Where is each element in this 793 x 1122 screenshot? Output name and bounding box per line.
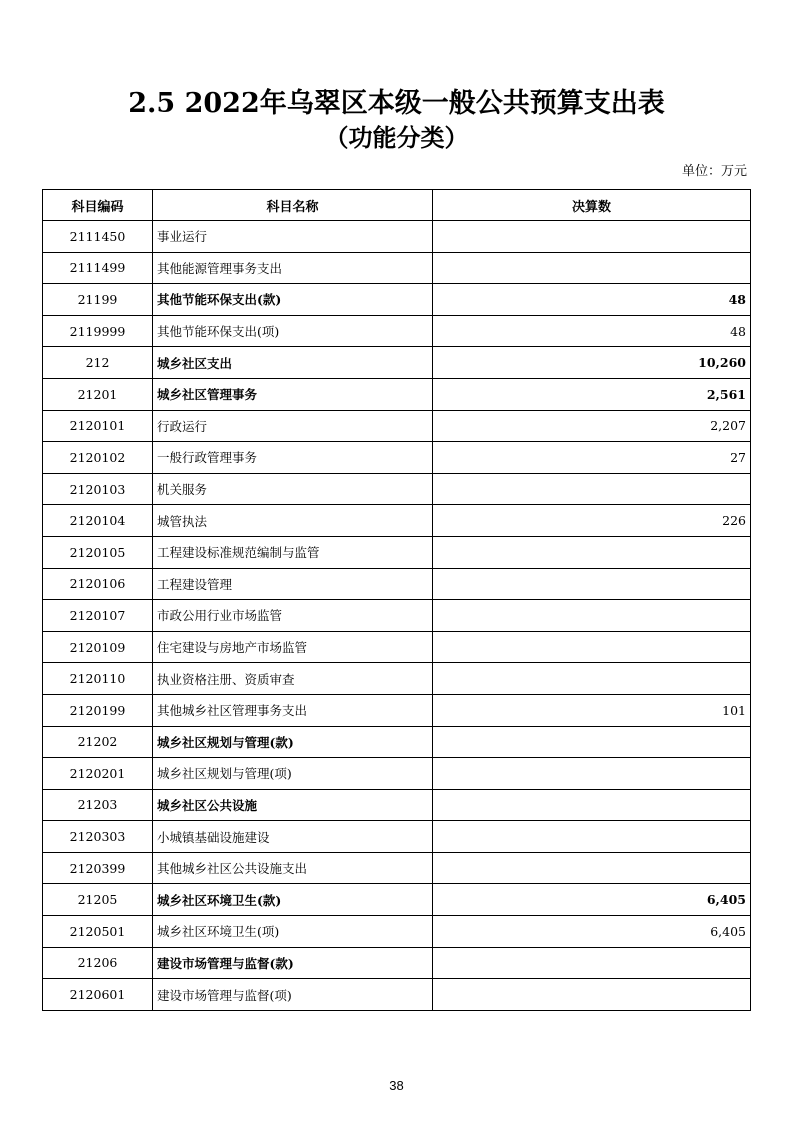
row-amount [433, 600, 751, 632]
row-name: 城乡社区规划与管理(项) [153, 758, 433, 790]
row-name: 建设市场管理与监督(款) [153, 947, 433, 979]
table-row [43, 536, 751, 568]
row-name: 其他节能环保支出(款) [153, 284, 433, 316]
row-name: 其他城乡社区公共设施支出 [153, 852, 433, 884]
unit-label: 单位：万元 [681, 164, 747, 179]
row-name: 其他城乡社区管理事务支出 [153, 694, 433, 726]
table-row [43, 884, 751, 916]
table-row [43, 821, 751, 853]
page-title: 2.5 2022年乌翠区本级一般公共预算支出表 [128, 88, 665, 119]
row-amount [433, 789, 751, 821]
row-name: 城乡社区环境卫生(项) [153, 916, 433, 948]
row-name: 城乡社区支出 [153, 347, 433, 379]
row-amount: 6,405 [433, 916, 751, 948]
table-row [43, 568, 751, 600]
row-name: 执业资格注册、资质审查 [153, 663, 433, 695]
row-amount [433, 568, 751, 600]
row-name: 工程建设管理 [153, 568, 433, 600]
row-name: 城管执法 [153, 505, 433, 537]
row-name: 城乡社区环境卫生(款) [153, 884, 433, 916]
row-code: 2120501 [43, 916, 153, 948]
table-row [43, 979, 751, 1011]
table-row [43, 347, 751, 379]
table-body [43, 221, 751, 1011]
table-row [43, 852, 751, 884]
table-row [43, 694, 751, 726]
row-amount: 2,207 [433, 410, 751, 442]
table-row [43, 789, 751, 821]
row-name: 城乡社区管理事务 [153, 378, 433, 410]
row-code: 2120103 [43, 473, 153, 505]
table-row [43, 284, 751, 316]
row-code: 2111499 [43, 252, 153, 284]
table-row [43, 221, 751, 253]
row-amount: 48 [433, 315, 751, 347]
row-code: 2120106 [43, 568, 153, 600]
row-code: 2120109 [43, 631, 153, 663]
row-code: 21199 [43, 284, 153, 316]
table-row [43, 600, 751, 632]
table-row [43, 947, 751, 979]
row-amount [433, 663, 751, 695]
table-row [43, 252, 751, 284]
table-row [43, 315, 751, 347]
row-amount [433, 758, 751, 790]
header-amount: 决算数 [433, 190, 751, 221]
row-code: 2119999 [43, 315, 153, 347]
row-code: 21206 [43, 947, 153, 979]
row-amount [433, 979, 751, 1011]
table-row [43, 631, 751, 663]
row-amount [433, 821, 751, 853]
row-code: 2111450 [43, 221, 153, 253]
row-amount: 27 [433, 442, 751, 474]
row-code: 21203 [43, 789, 153, 821]
row-name: 行政运行 [153, 410, 433, 442]
row-amount: 101 [433, 694, 751, 726]
row-amount: 2,561 [433, 378, 751, 410]
table-row [43, 916, 751, 948]
row-name: 城乡社区规划与管理(款) [153, 726, 433, 758]
row-amount: 6,405 [433, 884, 751, 916]
row-amount [433, 221, 751, 253]
table-row [43, 442, 751, 474]
table-row [43, 378, 751, 410]
row-code: 2120601 [43, 979, 153, 1011]
row-name: 其他能源管理事务支出 [153, 252, 433, 284]
row-name: 市政公用行业市场监管 [153, 600, 433, 632]
row-code: 21205 [43, 884, 153, 916]
row-amount: 10,260 [433, 347, 751, 379]
row-name: 建设市场管理与监督(项) [153, 979, 433, 1011]
row-amount [433, 473, 751, 505]
table-row [43, 758, 751, 790]
row-code: 2120102 [43, 442, 153, 474]
row-name: 城乡社区公共设施 [153, 789, 433, 821]
row-name: 事业运行 [153, 221, 433, 253]
row-name: 工程建设标准规范编制与监管 [153, 536, 433, 568]
row-code: 21202 [43, 726, 153, 758]
row-name: 其他节能环保支出(项) [153, 315, 433, 347]
table-row [43, 726, 751, 758]
row-amount [433, 252, 751, 284]
row-name: 小城镇基础设施建设 [153, 821, 433, 853]
table-row [43, 410, 751, 442]
row-code: 2120104 [43, 505, 153, 537]
row-amount [433, 536, 751, 568]
table-row [43, 473, 751, 505]
page-subtitle: （功能分类） [324, 123, 469, 152]
page-number: 38 [389, 1078, 404, 1093]
row-amount [433, 631, 751, 663]
row-code: 2120105 [43, 536, 153, 568]
table-header-row [43, 190, 751, 221]
row-amount: 226 [433, 505, 751, 537]
row-amount [433, 947, 751, 979]
table-row [43, 505, 751, 537]
header-name: 科目名称 [153, 190, 433, 221]
row-code: 2120101 [43, 410, 153, 442]
row-amount [433, 726, 751, 758]
row-name: 住宅建设与房地产市场监管 [153, 631, 433, 663]
row-name: 机关服务 [153, 473, 433, 505]
row-code: 2120303 [43, 821, 153, 853]
row-code: 2120199 [43, 694, 153, 726]
row-amount: 48 [433, 284, 751, 316]
row-code: 212 [43, 347, 153, 379]
header-code: 科目编码 [43, 190, 153, 221]
table-row [43, 663, 751, 695]
budget-table [42, 189, 751, 1011]
row-code: 2120201 [43, 758, 153, 790]
row-name: 一般行政管理事务 [153, 442, 433, 474]
row-code: 21201 [43, 378, 153, 410]
row-code: 2120110 [43, 663, 153, 695]
row-code: 2120399 [43, 852, 153, 884]
row-code: 2120107 [43, 600, 153, 632]
row-amount [433, 852, 751, 884]
